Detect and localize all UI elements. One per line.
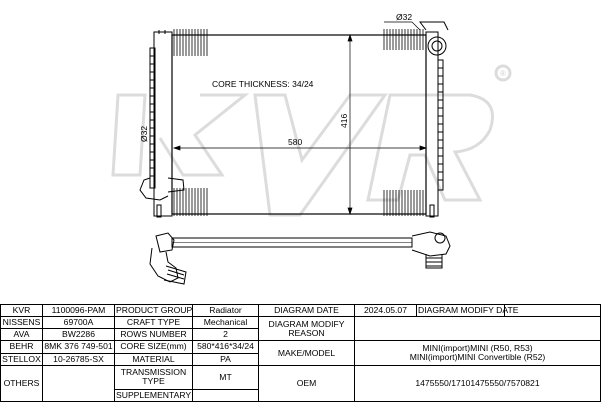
cell-material-value: PA: [193, 353, 259, 365]
cell-core-size-value: 580*416*34/24: [193, 341, 259, 353]
cell-rows-number-label: ROWS NUMBER: [115, 329, 193, 341]
cell-diagram-modify-reason-value: [355, 317, 601, 341]
cell-brand-others: OTHERS: [1, 365, 43, 401]
cell-ava-code: BW2286: [43, 329, 115, 341]
core-thickness-label: CORE THICKNESS: 34/24: [212, 79, 314, 89]
cell-brand-nissens: NISSENS: [1, 317, 43, 329]
top-pipe-dimension-label: Ø32: [396, 12, 413, 22]
cell-make-model-value: [355, 341, 601, 365]
cell-rows-number-value: 2: [193, 329, 259, 341]
cell-diagram-modify-date-label: DIAGRAM MODIFY DATE: [418, 305, 519, 316]
cell-stellox-code: 10-26785-SX: [43, 353, 115, 365]
cell-supplementary-label: SUPPLEMENTARY: [116, 389, 192, 400]
cell-others-code: [43, 365, 115, 401]
cell-brand-stellox: STELLOX: [2, 353, 41, 364]
cell-brand-ava: AVA: [1, 329, 43, 341]
cell-diagram-modify-reason-label: DIAGRAM MODIFY REASON: [259, 317, 355, 341]
cell-transmission-type-label: TRANSMISSION TYPE: [115, 365, 193, 389]
cell-core-size-label: CORE SIZE(mm): [115, 341, 193, 353]
cell-kvr-code: 1100096-PAM: [43, 305, 115, 317]
cell-product-group-label: PRODUCT GROUP: [116, 305, 193, 316]
cell-material-label: MATERIAL: [115, 353, 193, 365]
left-pipe-dimension-label: Ø32: [139, 125, 149, 142]
right-tank: [420, 22, 448, 217]
spec-table: [0, 304, 601, 402]
cell-oem-value: 1475550/17101475550/7570821: [355, 365, 601, 401]
svg-text:®: ®: [500, 69, 506, 78]
cell-supplementary-value: [193, 389, 259, 401]
cell-diagram-modify-date-value: [505, 305, 601, 317]
cell-make-model-label: MAKE/MODEL: [259, 341, 355, 365]
cell-diagram-date-label: DIAGRAM DATE: [259, 305, 355, 317]
cell-behr-code: 8MK 376 749-501: [44, 341, 113, 352]
make-model-line-1: MINI(import)MINI (R50, R53): [422, 343, 533, 353]
cell-product-group-value: Radiator: [193, 305, 259, 317]
cell-brand-behr: BEHR: [1, 341, 43, 353]
cell-transmission-type-value: MT: [193, 365, 259, 389]
width-dimension-label: 580: [288, 137, 303, 147]
cell-oem-label: OEM: [259, 365, 355, 401]
radiator-bottom-view: [150, 232, 450, 284]
cell-craft-type-value: Mechanical: [193, 317, 259, 329]
cell-diagram-date-value: 2024.05.07: [355, 305, 417, 317]
cell-craft-type-label: CRAFT TYPE: [115, 317, 193, 329]
cell-brand-kvr: KVR: [1, 305, 43, 317]
height-dimension-label: 416: [339, 113, 349, 128]
make-model-line-2: MINI(import)MINI Convertible (R52): [409, 352, 546, 362]
cell-nissens-code: 69700A: [43, 317, 115, 329]
